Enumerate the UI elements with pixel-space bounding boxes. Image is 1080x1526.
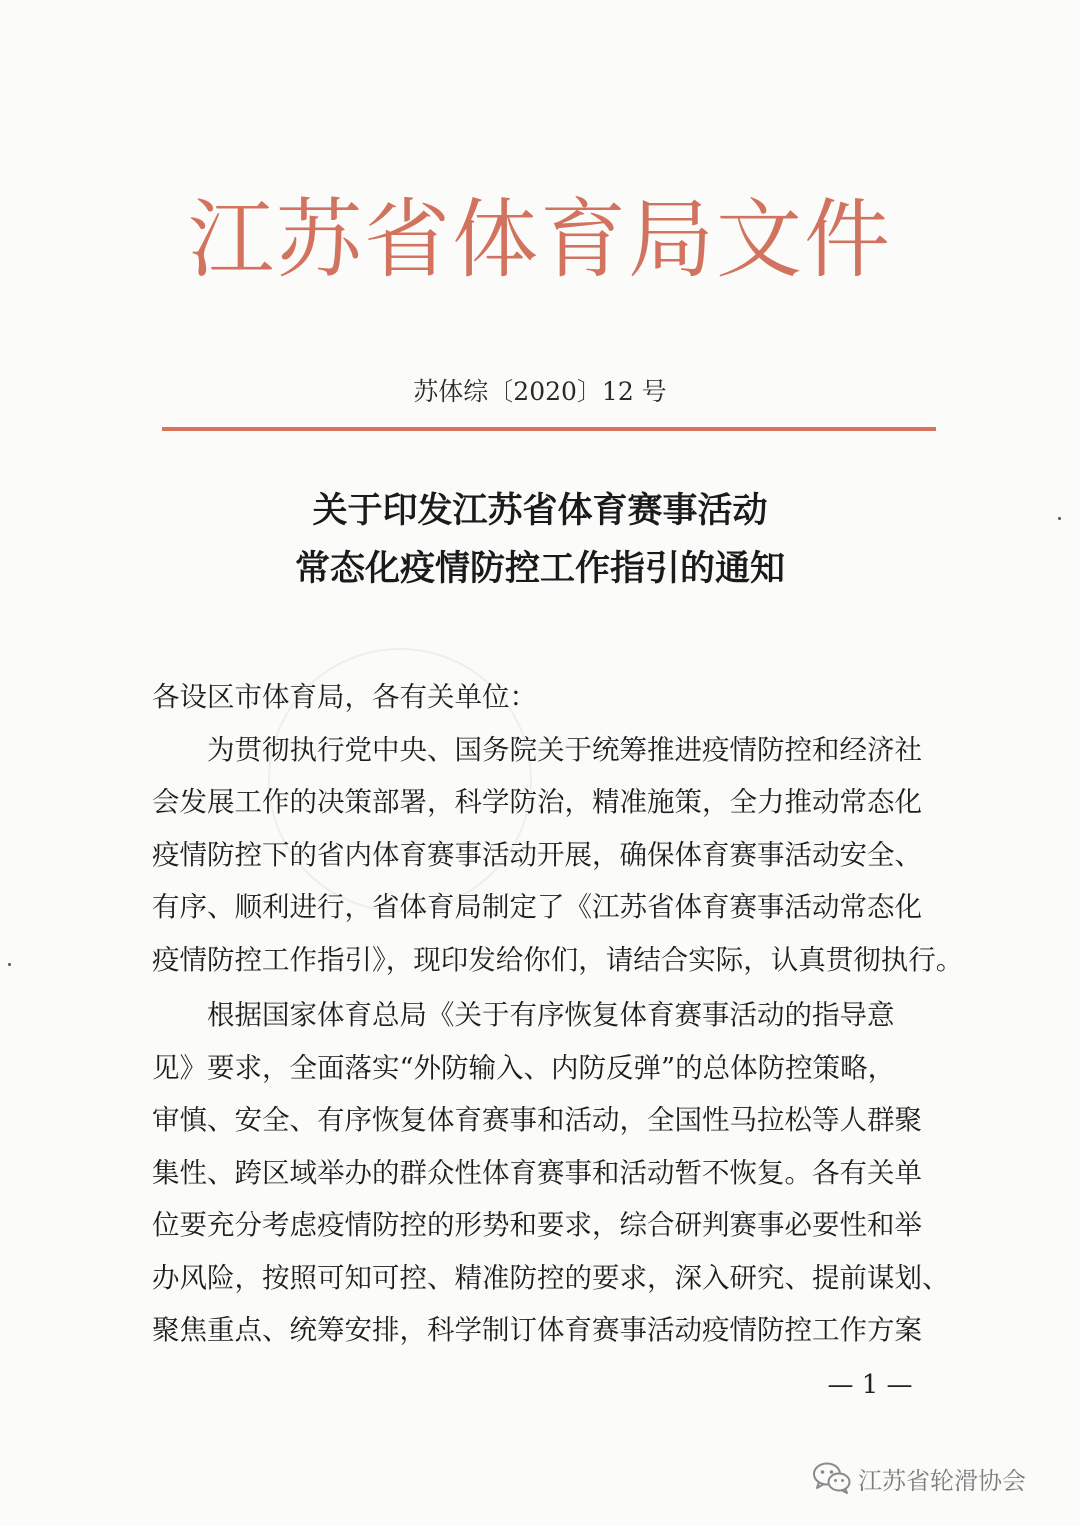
title-line-1: 关于印发江苏省体育赛事活动	[312, 491, 768, 531]
paragraph-2-line: 位要充分考虑疫情防控的形势和要求，综合研判赛事必要性和举	[152, 1209, 922, 1241]
title-line-2: 常态化疫情防控工作指引的通知	[294, 549, 785, 589]
paragraph-2-line: 聚焦重点、统筹安排，科学制订体育赛事活动疫情防控工作方案	[152, 1314, 922, 1346]
issuer-title: 江苏省体育局文件	[188, 190, 892, 290]
red-divider-line	[162, 427, 936, 431]
scan-speck	[8, 963, 11, 966]
paragraph-1-line: 有序、顺利进行，省体育局制定了《江苏省体育赛事活动常态化	[152, 891, 922, 923]
page-number: — 1 —	[827, 1370, 913, 1400]
paragraph-1-line: 疫情防控下的省内体育赛事活动开展，确保体育赛事活动安全、	[152, 838, 922, 871]
paragraph-2-line: 集性、跨区域举办的群众性体育赛事和活动暂不恢复。各有关单	[152, 1156, 922, 1189]
paragraph-1-line: 会发展工作的决策部署，科学防治，精准施策，全力推动常态化	[152, 786, 922, 818]
paragraph-2-line: 见》要求，全面落实“外防输入、内防反弹”的总体防控策略，	[152, 1051, 896, 1084]
paragraph-2-line: 根据国家体育总局《关于有序恢复体育赛事活动的指导意	[152, 999, 895, 1031]
wechat-watermark	[812, 1456, 1026, 1500]
salutation: 各设区市体育局，各有关单位：	[152, 681, 537, 713]
paragraph-1-line: 为贯彻执行党中央、国务院关于统筹推进疫情防控和经济社	[152, 733, 922, 766]
notice-title	[0, 482, 1080, 598]
document-body	[152, 671, 964, 1357]
document-number: 苏体综〔2020〕12 号	[413, 377, 667, 406]
scan-speck	[1058, 517, 1061, 520]
wechat-icon	[812, 1461, 852, 1495]
paragraph-2-line: 审慎、安全、有序恢复体育赛事和活动，全国性马拉松等人群聚	[152, 1104, 922, 1136]
paragraph-2-line: 办风险，按照可知可控、精准防控的要求，深入研究、提前谋划、	[152, 1261, 950, 1294]
paragraph-1-line: 疫情防控工作指引》，现印发给你们，请结合实际，认真贯彻执行。	[152, 943, 964, 976]
watermark-account-name: 江苏省轮滑协会	[858, 1466, 1026, 1495]
